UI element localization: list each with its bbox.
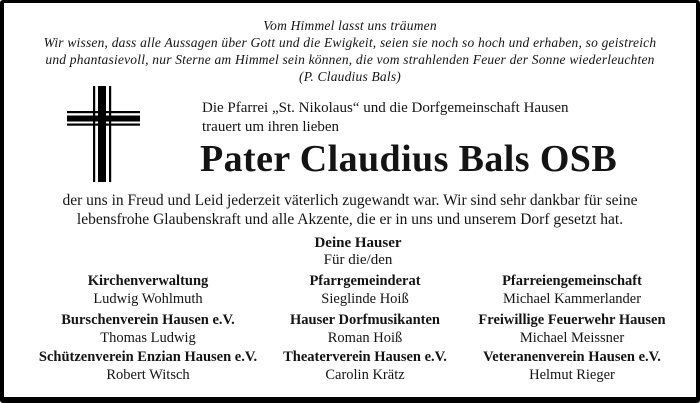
group-org: Burschenverein Hausen e.V. [61, 312, 235, 328]
mourning-statement-line-1: Die Pfarrei „St. Nikolaus“ und die Dorfgemeinschaft Hausen [202, 100, 569, 116]
group-signer: Ludwig Wohlmuth [93, 290, 203, 307]
group-signer: Carolin Krätz [325, 366, 405, 383]
quote-line-2: Wir wissen, dass alle Aussagen über Gott und die Ewigkeit, seien sie noch so hoch und erhaben, so geistreich [43, 35, 657, 50]
group-signer: Michael Kammerlander [502, 290, 642, 307]
latin-cross-icon [67, 86, 140, 182]
mourning-statement-line-2: trauert um ihren lieben [202, 119, 340, 135]
group-cell [61, 312, 234, 347]
group-org: Pfarreiengemeinschaft [502, 273, 642, 289]
group-cell [483, 349, 661, 384]
group-org: Veteranenverein Hausen e.V. [483, 349, 661, 365]
group-signer: Sieglinde Hoiß [321, 290, 409, 307]
quote-attribution: (P. Claudius Bals) [299, 69, 401, 84]
tribute-line-2: lebensfrohe Glaubenskraft und alle Akzente, die er in uns und unserem Dorf gesetzt hat. [76, 210, 624, 228]
tribute-paragraph [4, 192, 696, 229]
group-cell [290, 312, 440, 347]
quote-line-1: Vom Himmel lasst uns träumen [263, 18, 437, 33]
signoff-for-line: Für die/den [323, 252, 393, 268]
group-org: Hauser Dorfmusikanten [290, 312, 440, 328]
group-org: Theaterverein Hausen e.V. [283, 349, 447, 365]
group-cell [88, 273, 209, 308]
group-org: Freiwillige Feuerwehr Hausen [478, 312, 666, 328]
group-org: Schützenverein Enzian Hausen e.V. [38, 349, 258, 365]
quote-line-3: und phantasievoll, nur Sterne am Himmel sein können, die vom strahlenden Feuer der Sonne wiederleuchten [45, 52, 655, 67]
group-signer: Thomas Ludwig [100, 329, 196, 346]
group-signer: Michael Meissner [519, 329, 625, 346]
group-org: Kirchenverwaltung [87, 273, 209, 289]
mourning-statement [202, 99, 569, 137]
group-cell [502, 273, 642, 308]
group-cell [478, 312, 665, 347]
group-cell [309, 273, 420, 308]
tribute-line-1: der uns in Freud und Leid jederzeit väterlich zugewandt war. Wir sind sehr dankbar für seine [62, 192, 638, 209]
group-cell [283, 349, 447, 384]
group-signer: Robert Witsch [106, 366, 190, 383]
opening-quote [4, 17, 696, 85]
deceased-name-title: Pater Claudius Bals OSB [200, 138, 618, 180]
group-cell [39, 349, 257, 384]
signoff-family: Deine Hauser [314, 235, 402, 251]
group-signer: Roman Hoiß [327, 329, 403, 346]
group-org: Pfarrgemeinderat [309, 273, 421, 289]
group-signer: Helmut Rieger [529, 366, 615, 383]
